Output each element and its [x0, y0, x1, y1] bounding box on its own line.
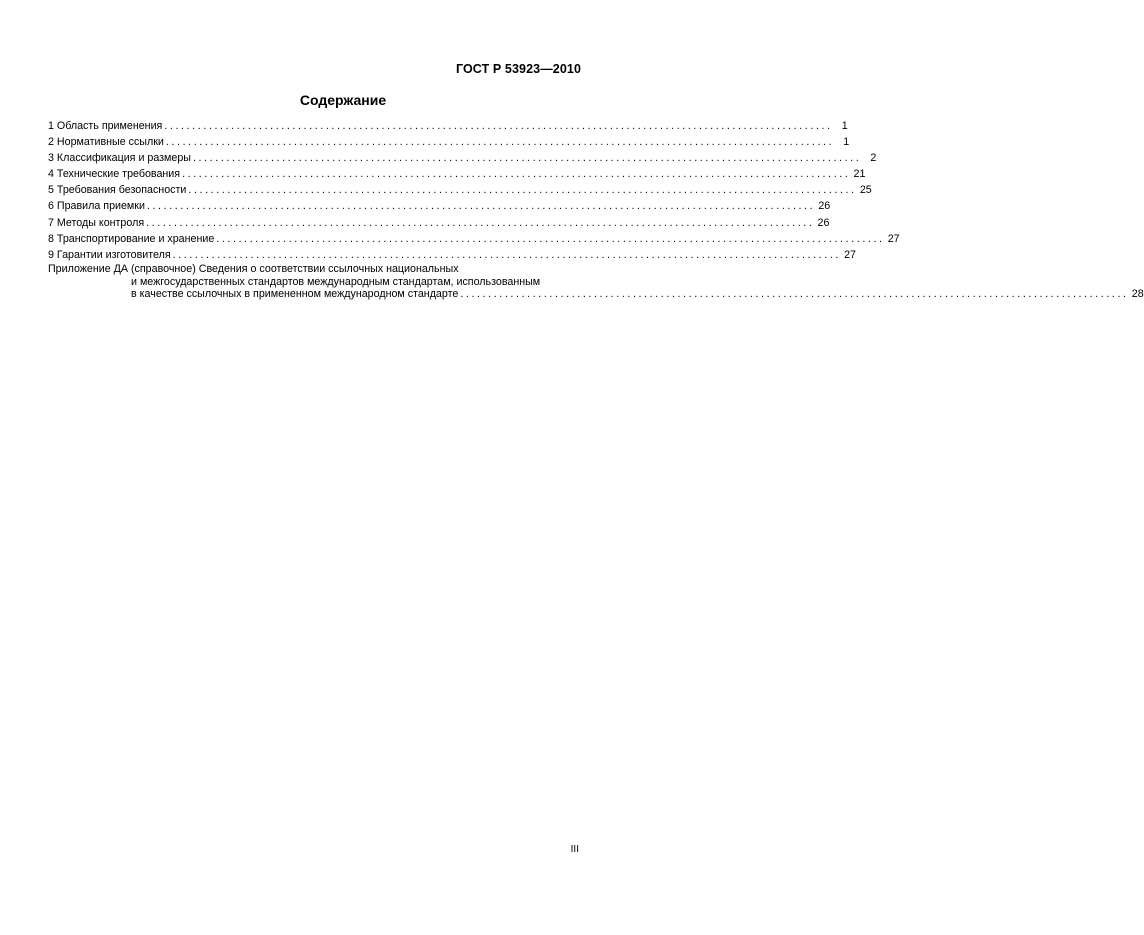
toc-entry-page: 26 — [818, 200, 831, 213]
toc-entry-page: 21 — [853, 168, 866, 181]
appendix-title-line: Приложение ДА (справочное) Сведения о соответствии ссылочных национальных — [48, 262, 459, 275]
dot-leader: ........................................................................................................................ — [164, 120, 833, 132]
toc-entry-page: 26 — [817, 216, 830, 229]
toc-entry-page: 2 — [870, 152, 877, 165]
dot-leader: ........................................................................................................................ — [216, 232, 885, 245]
toc-entry[interactable] — [48, 150, 877, 166]
toc-entry-label: 4 Технические требования — [48, 168, 181, 181]
dot-leader: ........................................................................................................................ — [188, 184, 857, 197]
toc-entry-label: 3 Классификация и размеры — [48, 152, 191, 165]
dot-leader: ........................................................................................................................ — [165, 136, 835, 149]
toc-entry-page: 25 — [859, 184, 872, 197]
toc-title: Содержание — [299, 92, 387, 108]
toc-entry-page: 27 — [844, 248, 856, 261]
toc-entry[interactable] — [48, 166, 866, 182]
dot-leader: ........................................................................................................................ — [146, 216, 815, 229]
toc-appendix-entry[interactable] — [48, 262, 1144, 301]
toc-entry[interactable] — [48, 118, 848, 134]
toc-entry-label: 6 Правила приемки — [48, 200, 145, 213]
toc-entry[interactable] — [48, 134, 850, 150]
dot-leader: ........................................................................................................................ — [172, 248, 841, 261]
page-number: III — [570, 844, 579, 855]
toc-entry-label: 2 Нормативные ссылки — [48, 136, 164, 149]
toc-entry-label: 7 Методы контроля — [48, 216, 145, 229]
dot-leader: ........................................................................................................................ — [146, 200, 816, 213]
toc-entry-label: 5 Требования безопасности — [48, 184, 187, 197]
toc-entry-label: 9 Гарантии изготовителя — [48, 248, 171, 261]
appendix-title-line: в качестве ссылочных в примененном международном стандарте — [131, 288, 459, 301]
toc-entry[interactable] — [48, 182, 872, 198]
dot-leader: ........................................................................................................................ — [192, 152, 862, 165]
toc-entry-page: 1 — [841, 120, 848, 132]
appendix-title-line: и межгосударственных стандартов международным стандартам, использованным — [131, 275, 541, 288]
document-code: ГОСТ Р 53923—2010 — [455, 62, 581, 76]
toc-entry[interactable] — [48, 247, 856, 263]
toc-entry[interactable] — [48, 198, 831, 214]
toc-entry-label: 8 Транспортирование и хранение — [48, 232, 215, 245]
dot-leader: ........................................................................................................................ — [182, 168, 851, 181]
dot-leader: ........................................................................................................................ — [460, 288, 1129, 301]
toc-entry-page: 28 — [1131, 288, 1144, 301]
toc-entry-page: 1 — [843, 136, 850, 149]
toc-entry-label: 1 Область применения — [48, 120, 163, 132]
toc-entry[interactable] — [48, 215, 830, 231]
appendix-last-line — [48, 288, 1144, 301]
toc-entry-page: 27 — [887, 232, 900, 245]
table-of-contents — [48, 118, 1144, 301]
toc-entry[interactable] — [48, 231, 900, 247]
